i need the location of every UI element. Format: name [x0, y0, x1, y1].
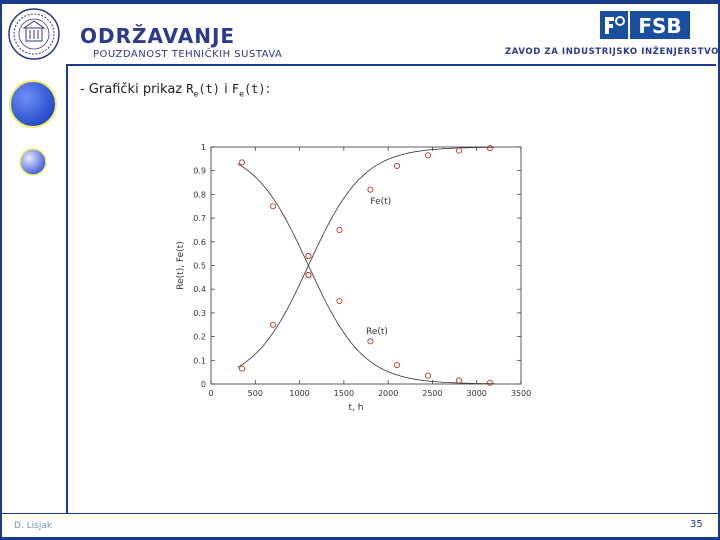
large-circle-icon: [10, 81, 56, 127]
data-point-fe: [425, 153, 430, 158]
x-tick-label: 3500: [510, 389, 532, 398]
data-point-re: [425, 373, 430, 378]
data-point-fe: [337, 227, 342, 232]
footer-divider: [0, 513, 720, 514]
y-tick-label: 0: [200, 380, 206, 389]
y-tick-label: 0.5: [193, 261, 206, 271]
series-line-re: [238, 164, 495, 384]
data-point-fe: [368, 187, 373, 192]
x-tick-label: 0: [208, 389, 214, 398]
data-point-re: [368, 339, 373, 344]
x-tick-label: 2500: [422, 389, 443, 398]
series-label-re: Re(t): [366, 327, 388, 338]
data-point-re: [306, 272, 311, 277]
y-tick-label: 0.9: [193, 166, 206, 176]
plot-area: [211, 147, 521, 384]
y-tick-label: 0.1: [193, 356, 206, 366]
fsb-logo: [600, 11, 692, 41]
series-label-fe: Fe(t): [370, 196, 392, 207]
page-title: ODRŽAVANJE: [80, 24, 236, 48]
data-point-re: [337, 298, 342, 303]
frame-top-border: [0, 0, 720, 4]
data-point-fe: [270, 322, 275, 327]
data-point-re: [270, 204, 275, 209]
page-subtitle: POUZDANOST TEHNIČKIH SUSTAVA: [93, 49, 283, 60]
y-axis-label: Re(t), Fe(t): [176, 241, 186, 290]
y-tick-label: 0.7: [193, 214, 206, 224]
reliability-chart: [165, 135, 540, 415]
x-tick-label: 1000: [289, 389, 310, 398]
small-circle-icon: [20, 149, 46, 175]
sidebar-decoration: [6, 76, 66, 206]
y-tick-label: 1: [200, 143, 206, 152]
x-axis-label: t, h: [348, 403, 364, 413]
y-tick-label: 0.6: [193, 237, 206, 247]
data-point-re: [456, 378, 461, 383]
data-point-re: [487, 380, 492, 385]
data-point-fe: [239, 366, 244, 371]
y-tick-label: 0.8: [193, 190, 206, 200]
frame-left-border: [0, 0, 2, 540]
y-tick-label: 0.2: [193, 332, 206, 342]
data-point-fe: [394, 163, 399, 168]
data-point-fe: [487, 146, 492, 151]
x-tick-label: 3000: [466, 389, 487, 398]
page-number: 35: [690, 519, 703, 530]
data-point-re: [306, 253, 311, 258]
sidebar-divider: [66, 64, 68, 514]
author-name: D. Lisjak: [14, 521, 53, 531]
data-point-fe: [456, 148, 461, 153]
institute-name: ZAVOD ZA INDUSTRIJSKO INŽENJERSTVO: [505, 47, 719, 57]
x-tick-label: 2000: [377, 389, 399, 398]
x-tick-label: 1500: [333, 389, 355, 398]
x-tick-label: 500: [247, 389, 263, 398]
header-divider: [66, 64, 716, 66]
data-point-re: [394, 362, 399, 367]
data-point-re: [239, 160, 244, 165]
slide-heading: - Grafički prikaz $R_e(t)$ i $F_e(t)$:: [80, 82, 271, 99]
y-tick-label: 0.4: [193, 285, 206, 295]
y-tick-label: 0.3: [193, 308, 206, 318]
university-seal-icon: [8, 8, 60, 60]
logo-text: FSB: [638, 14, 682, 38]
